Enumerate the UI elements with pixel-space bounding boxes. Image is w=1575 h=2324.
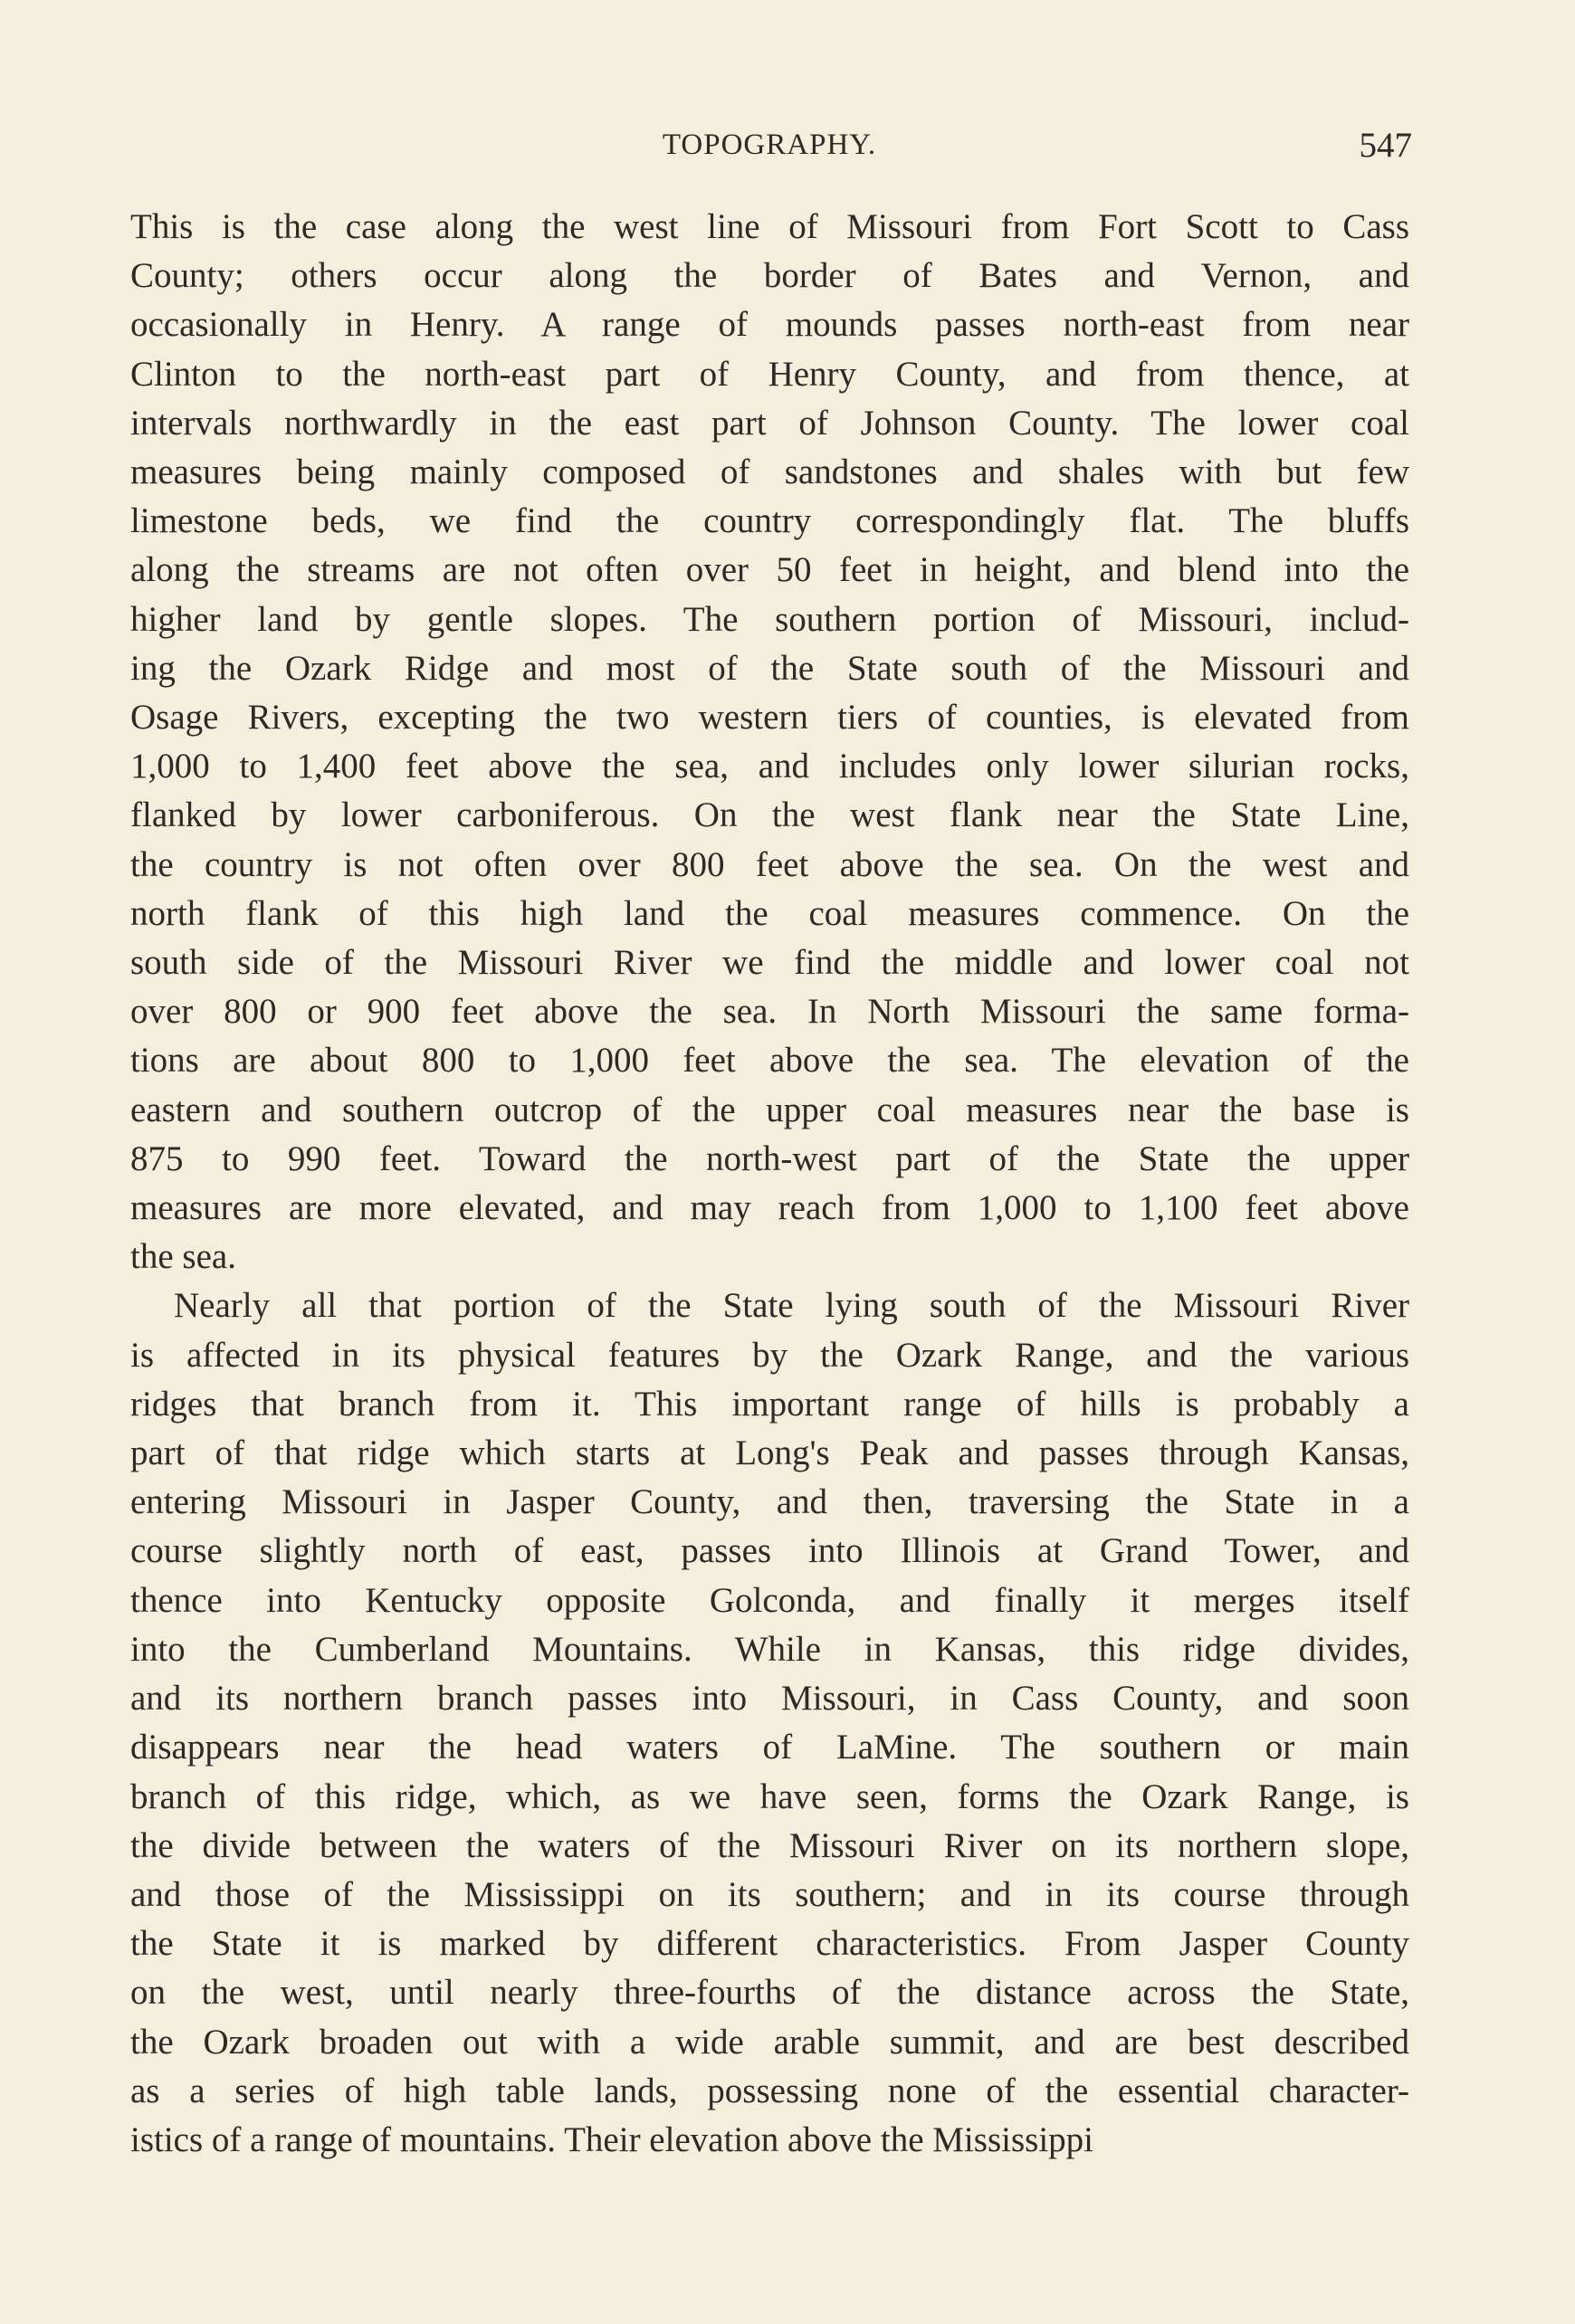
text-line: the country is not often over 800 feet above the sea. On the west and	[130, 844, 1409, 884]
text-line: the State it is marked by different characteristics. From Jasper County	[130, 1924, 1409, 1964]
text-line: limestone beds, we find the country correspondingly flat. The bluffs	[130, 501, 1409, 541]
text-line: tions are about 800 to 1,000 feet above the sea. The elevation of the	[130, 1041, 1409, 1081]
text-line: measures being mainly composed of sandstones and shales with but few	[130, 452, 1409, 492]
text-line: entering Missouri in Jasper County, and then, traversing the State in a	[130, 1482, 1409, 1522]
paragraph	[130, 1281, 1409, 2165]
text-line: the Ozark broaden out with a wide arable summit, and are best described	[130, 2022, 1409, 2062]
text-line: disappears near the head waters of LaMine. The southern or main	[130, 1728, 1409, 1767]
text-line: 875 to 990 feet. Toward the north-west part of the State the upper	[130, 1138, 1409, 1178]
text-line: istics of a range of mountains. Their elevation above the Mississippi	[130, 2119, 1093, 2159]
text-line: is affected in its physical features by the Ozark Range, and the various	[130, 1335, 1409, 1375]
text-line: and those of the Mississippi on its southern; and in its course through	[130, 1874, 1409, 1914]
text-line: flanked by lower carboniferous. On the west flank near the State Line,	[130, 795, 1409, 835]
text-line: ing the Ozark Ridge and most of the State south of the Missouri and	[130, 648, 1409, 688]
text-line: on the west, until nearly three-fourths of the distance across the State,	[130, 1973, 1409, 2013]
body-text	[130, 203, 1409, 2165]
text-line: along the streams are not often over 50 feet in height, and blend into the	[130, 550, 1409, 590]
text-line: Nearly all that portion of the State lying south of the Missouri River	[174, 1286, 1409, 1326]
text-line: and its northern branch passes into Missouri, in Cass County, and soon	[130, 1679, 1409, 1719]
text-line: measures are more elevated, and may reach from 1,000 to 1,100 feet above	[130, 1188, 1409, 1228]
text-line: Clinton to the north-east part of Henry County, and from thence, at	[130, 354, 1409, 394]
text-line: as a series of high table lands, possessing none of the essential character-	[130, 2071, 1409, 2110]
text-line: over 800 or 900 feet above the sea. In North Missouri the same forma-	[130, 992, 1409, 1032]
text-line: higher land by gentle slopes. The southern portion of Missouri, includ-	[130, 599, 1409, 639]
text-line: 1,000 to 1,400 feet above the sea, and includes only lower silurian rocks,	[130, 747, 1409, 786]
running-head	[127, 125, 1412, 170]
paragraph	[130, 203, 1409, 1281]
text-line: south side of the Missouri River we find the middle and lower coal not	[130, 943, 1409, 983]
text-line: County; others occur along the border of Bates and Vernon, and	[130, 256, 1409, 296]
text-line: eastern and southern outcrop of the upper coal measures near the base is	[130, 1090, 1409, 1129]
page-number: 547	[1359, 126, 1412, 165]
text-line: Osage Rivers, excepting the two western tiers of counties, is elevated from	[130, 698, 1409, 738]
text-line: the sea.	[130, 1237, 236, 1277]
text-line: thence into Kentucky opposite Golconda, and finally it merges itself	[130, 1580, 1409, 1620]
text-line: branch of this ridge, which, as we have seen, forms the Ozark Range, is	[130, 1776, 1409, 1816]
running-title: TOPOGRAPHY.	[662, 129, 877, 161]
text-line: the divide between the waters of the Missouri River on its northern slope,	[130, 1825, 1409, 1865]
text-line: ridges that branch from it. This important range of hills is probably a	[130, 1384, 1409, 1424]
text-line: into the Cumberland Mountains. While in Kansas, this ridge divides,	[130, 1629, 1409, 1669]
text-line: This is the case along the west line of Missouri from Fort Scott to Cass	[130, 207, 1409, 246]
text-line: intervals northwardly in the east part of Johnson County. The lower coal	[130, 403, 1409, 443]
text-line: occasionally in Henry. A range of mounds passes north-east from near	[130, 305, 1409, 345]
text-line: north flank of this high land the coal measures commence. On the	[130, 893, 1409, 933]
text-line: course slightly north of east, passes into Illinois at Grand Tower, and	[130, 1531, 1409, 1571]
text-line: part of that ridge which starts at Long's Peak and passes through Kansas,	[130, 1433, 1409, 1473]
